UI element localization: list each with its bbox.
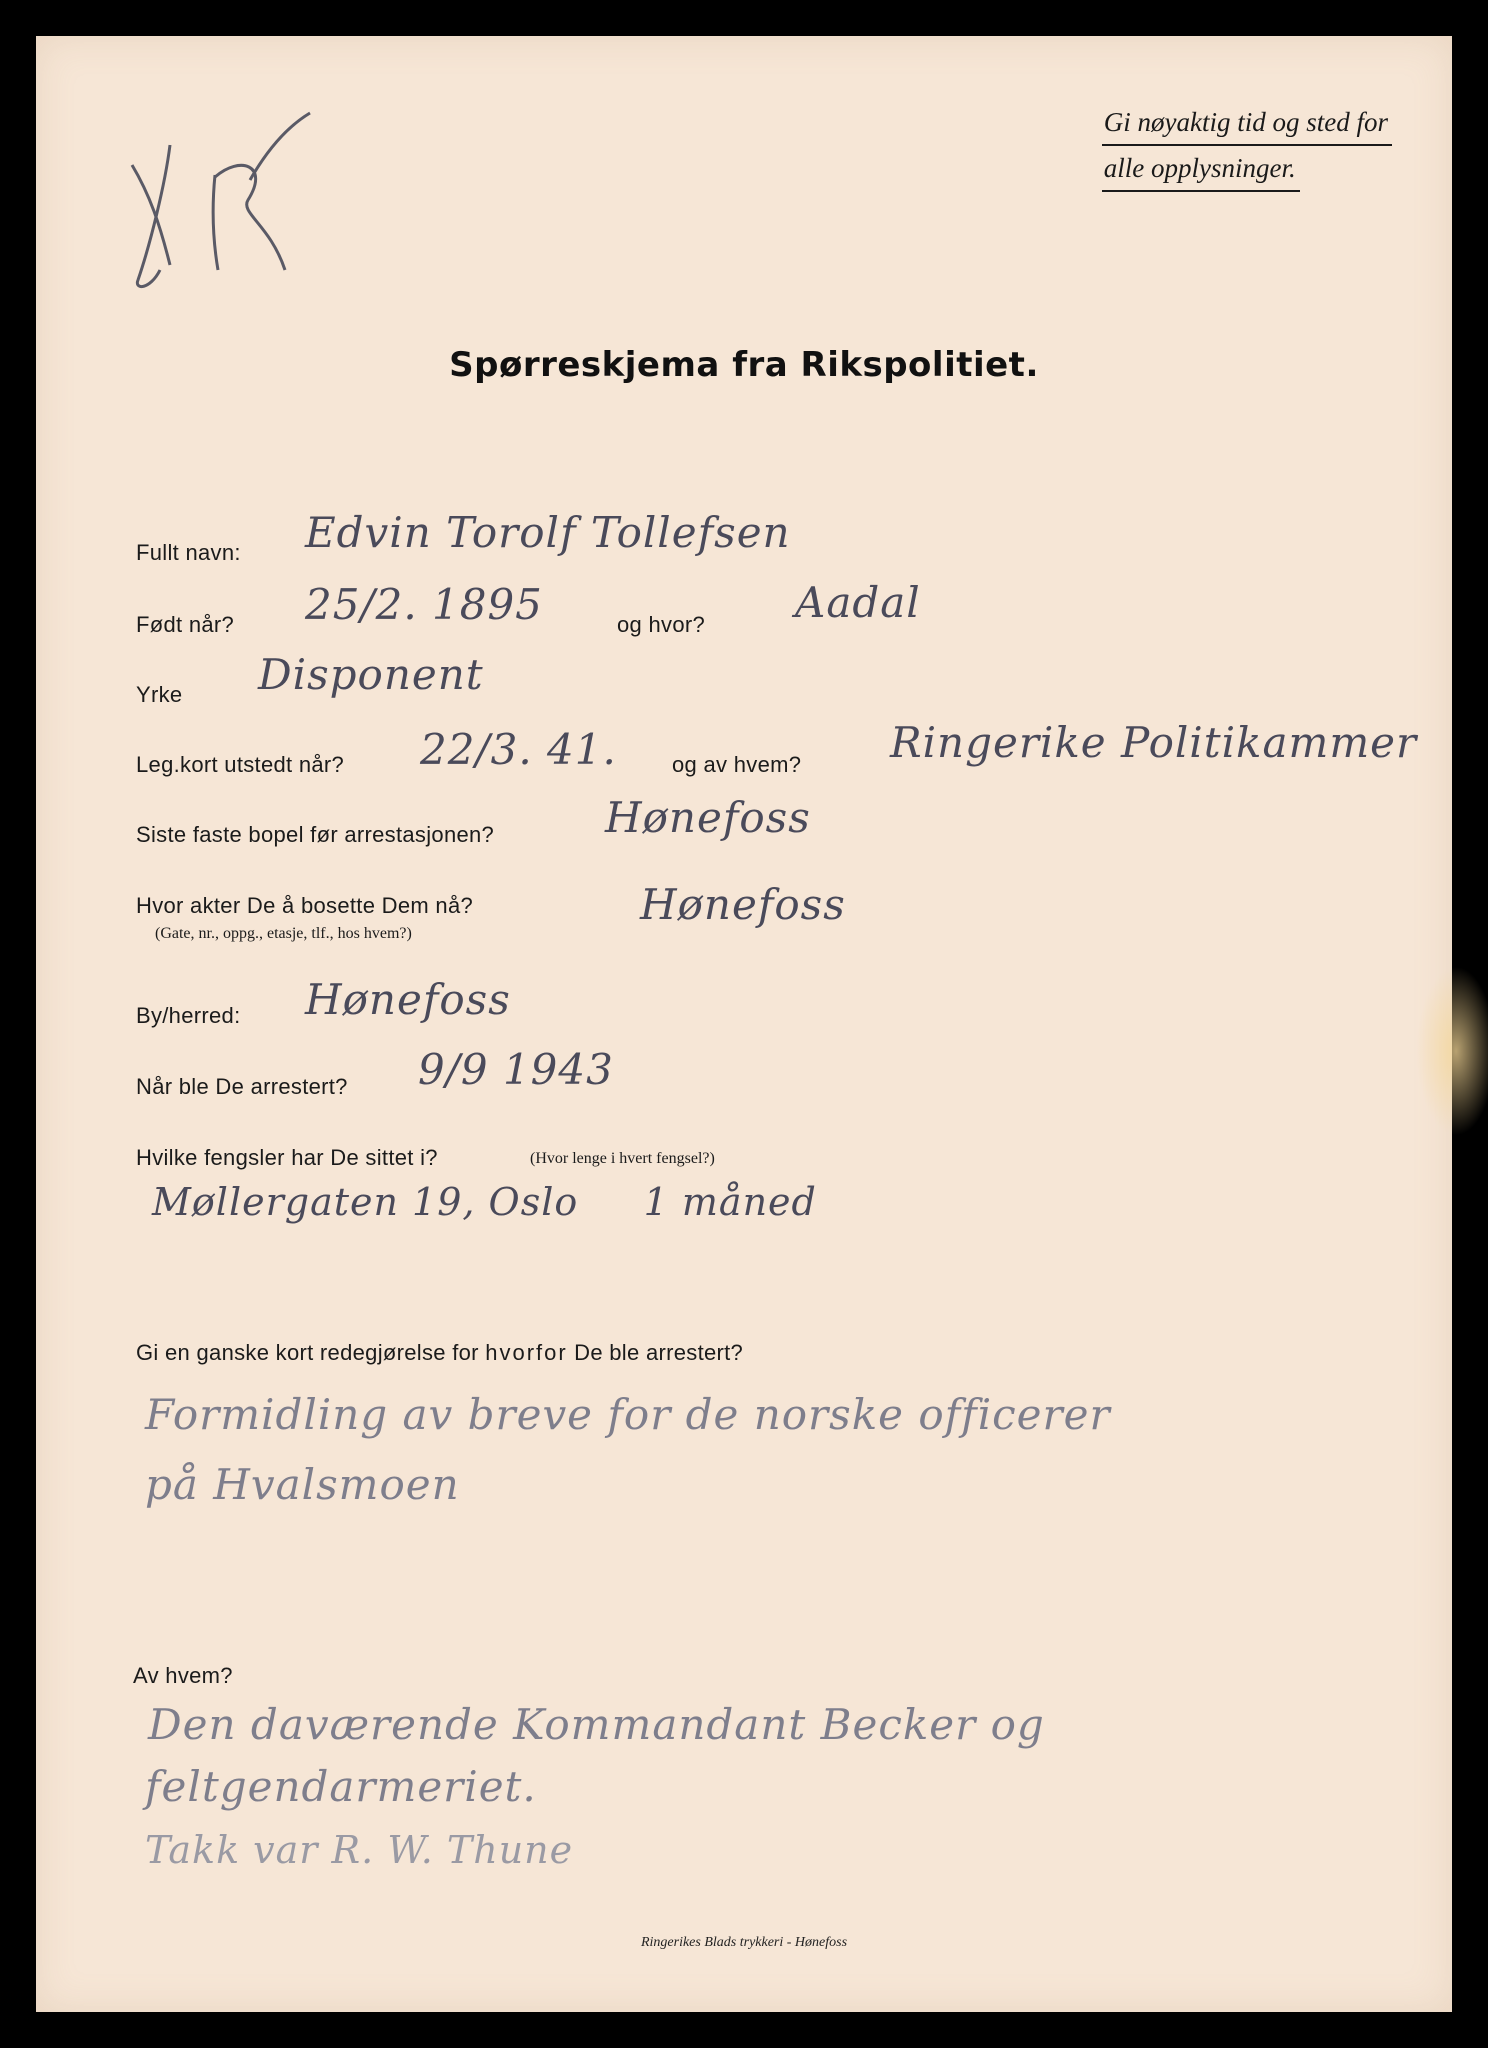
note-line-1: Gi nøyaktig tid og sted for [1102, 100, 1392, 146]
label-arrestert: Når ble De arrestert? [136, 1074, 348, 1099]
value-arrestert: 9/9 1943 [418, 1045, 614, 1094]
label-og-av-hvem: og av hvem? [672, 752, 802, 777]
label-yrke: Yrke [136, 682, 183, 707]
printer-footer: Ringerikes Blads trykkeri - Hønefoss [640, 1935, 848, 1950]
value-fodt-nar: 25/2. 1895 [305, 580, 543, 629]
label-redegjorelse-post: De ble arrestert? [574, 1340, 744, 1365]
label-fullt-navn: Fullt navn: [136, 540, 241, 565]
value-redegjorelse-line-2: på Hvalsmoen [145, 1460, 460, 1509]
value-siste-bopel: Hønefoss [605, 793, 811, 842]
label-leg-kort: Leg.kort utstedt når? [136, 752, 345, 777]
label-redegjorelse-pre: Gi en ganske kort redegjørelse for [136, 1340, 479, 1365]
label-fodt-nar: Født når? [136, 612, 235, 637]
label-redegjorelse [136, 1340, 743, 1366]
label-siste-bopel: Siste faste bopel før arrestasjonen? [136, 822, 495, 847]
label-og-hvor: og hvor? [617, 612, 706, 637]
value-yrke: Disponent [258, 650, 484, 699]
sublabel-bosette: (Gate, nr., oppg., etasje, tlf., hos hvem?) [155, 925, 412, 942]
value-bosette: Hønefoss [640, 880, 846, 929]
value-redegjorelse-line-1: Formidling av breve for de norske officerer [145, 1390, 1111, 1439]
value-og-av-hvem: Ringerike Politikammer [890, 718, 1418, 767]
label-by-herred: By/herred: [136, 1003, 241, 1028]
label-fengsler: Hvilke fengsler har De sittet i? [136, 1145, 438, 1170]
value-leg-kort: 22/3. 41. [420, 725, 617, 774]
instruction-note [1102, 100, 1392, 192]
note-line-2: alle opplysninger. [1102, 146, 1300, 192]
value-fullt-navn: Edvin Torolf Tollefsen [305, 508, 791, 557]
label-redegjorelse-emph: hvorfor [485, 1340, 568, 1365]
value-av-hvem-line-1: Den daværende Kommandant Becker og [148, 1700, 1045, 1749]
label-bosette: Hvor akter De å bosette Dem nå? [136, 893, 474, 918]
sublabel-fengsler: (Hvor lenge i hvert fengsel?) [530, 1150, 715, 1167]
value-av-hvem-line-2: feltgendarmeriet. [145, 1762, 537, 1811]
paper-stain [1416, 966, 1488, 1136]
value-fengsler: Møllergaten 19, Oslo 1 måned [152, 1180, 817, 1224]
value-av-hvem-line-3: Takk var R. W. Thune [145, 1828, 574, 1872]
corner-handwritten-mark [120, 105, 320, 295]
form-title: Spørreskjema fra Rikspolitiet. [449, 345, 1039, 385]
value-og-hvor: Aadal [795, 578, 921, 627]
value-by-herred: Hønefoss [305, 975, 511, 1024]
label-av-hvem: Av hvem? [133, 1663, 233, 1688]
